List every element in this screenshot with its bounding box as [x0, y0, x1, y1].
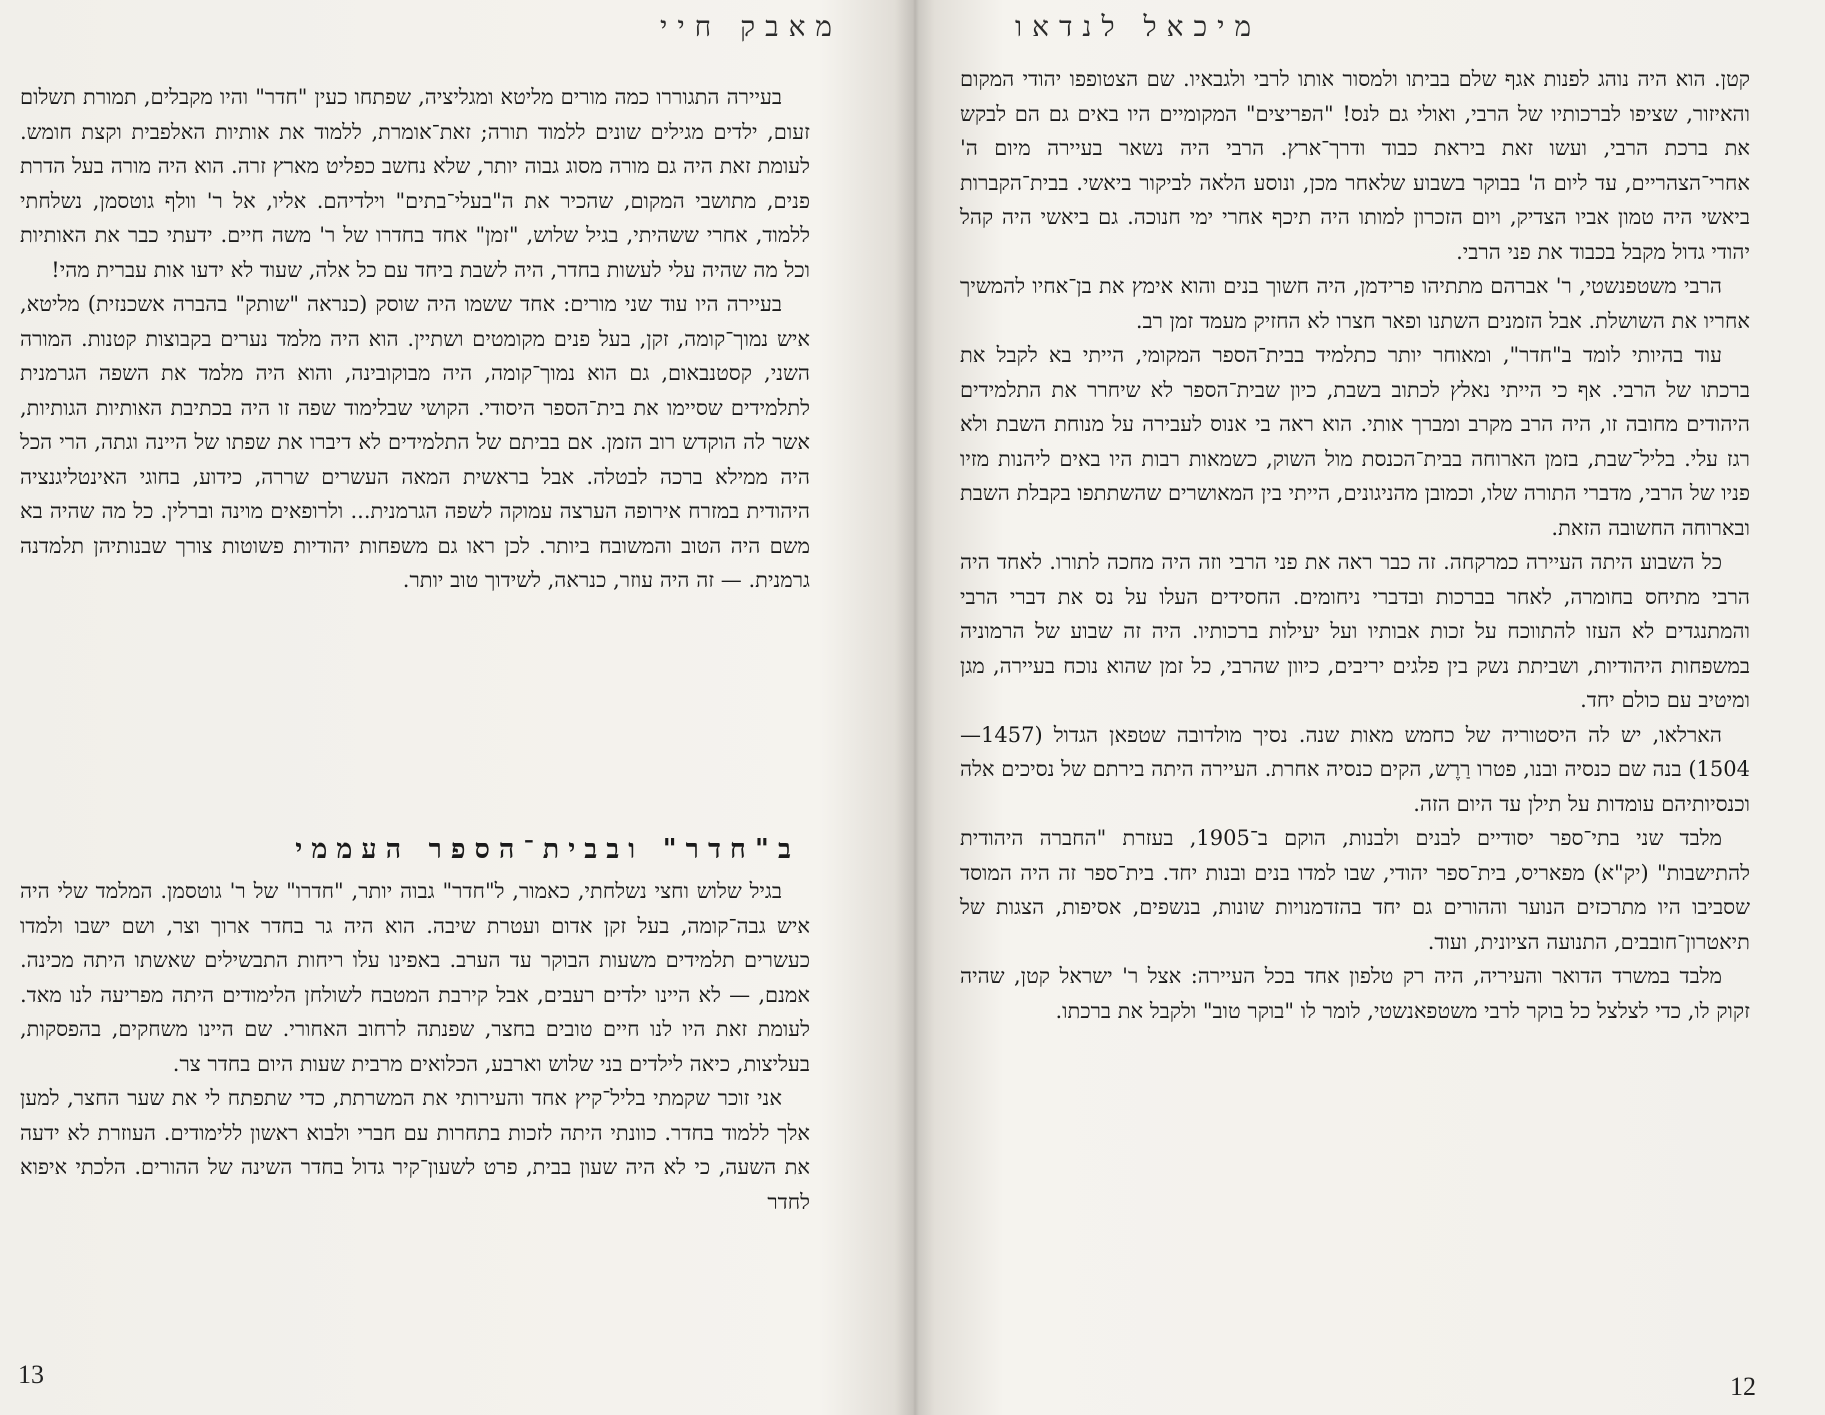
paragraph: בעיירה היו עוד שני מורים: אחד ששמו היה שוסק (כנראה "שותק" בהברה אשכנזית) מליטא, איש נמוך־קומה, זקן, בעל פנים מקומטים ושתיין. הוא היה מלמד נערים בקבוצות קטנות. המורה השני, קסטנבאום, גם הוא נמוך־קומה, היה מבוקובינה, והוא היה מלמד את השפה הגרמנית לתלמידים שסיימו את בית־הספר היסודי. הקושי שבלימוד שפה זו היה בכתיבת האותיות הגותיות, אשר לה הוקדש רוב הזמן. אם בביתם של התלמידים לא דיברו את שפתו של היינה וגתה, הרי הכל היה ממילא ברכה לבטלה. אבל בראשית המאה העשרים שררה, כידוע, בחוגי האינטליגנציה היהודית במזרח אירופה הערצה עמוקה לשפה הגרמנית... ולרופאים מוינה וברלין. כל מה שהיה בא משם היה הטוב והמשובח ביותר. לכן ראו גם משפחות יהודיות פשוטות צורך שבנותיהן תלמדנה גרמנית. — זה היה עוזר, כנראה, לשידוך טוב יותר. — [20, 292, 810, 592]
paragraph: הארלאו, יש לה היסטוריה של כחמש מאות שנה. נסיך מולדובה שטפאן הגדול (1457—1504) בנה שם כנסיה ובנו, פטרו רַרֶש, הקים כנסיה אחרת. העיירה היתה בירתם של נסיכים אלה וכנסיותיהם עומדות על תילן עד היום הזה. — [960, 722, 1750, 816]
section-heading: ב"חדר" ובבית־הספר העממי — [295, 834, 800, 865]
paragraph: אני זוכר שקמתי בליל־קיץ אחד והעירותי את המשרתת, כדי שתפתח לי את שער החצר, למען אלך ללמוד בחדר. כוונתי היתה לזכות בתחרות עם חברי ולבוא ראשון ללימודים. העוזרת לא ידעה את השעה, כי לא היה שעון בבית, פרט לשעון־קיר גדול בחדר השינה של ההורים. הלכתי איפוא לחדר — [20, 1086, 810, 1214]
paragraph: מלבד שני בתי־ספר יסודיים לבנים ולבנות, הוקם ב־1905, בעזרת "החברה היהודית להתישבות" (יק"א) מפאריס, בית־ספר יהודי, שבו למדו בנים ובנות יחד. בית־ספר זה היה המוסד שסביבו היו מתרכזים הנוער וההורים גם יחד בהזדמנויות שונות, בנשפים, אסיפות, הצגות של תיאטרון־חובבים, התנועה הציונית, ועוד. — [960, 826, 1750, 954]
left-page-text-top — [20, 80, 810, 598]
left-page — [0, 0, 905, 1415]
left-page-text-bottom — [20, 874, 810, 1219]
paragraph: בעיירה התגוררו כמה מורים מליטא ומגליציה, שפתחו כעין "חדר" והיו מקבלים, תמורת תשלום זעום, ילדים מגילים שונים ללמוד תורה; זאת־אומרת, ללמוד את אותיות האלפבית וקצת חומש. לעומת זאת היה גם מורה מסוג גבוה יותר, שלא נחשב כפליט מארץ זרה. הוא היה מורה בעל הדרת פנים, מתושבי המקום, שהכיר את ה"בעלי־בתים" וילדיהם. אליו, אל ר' וולף גוטסמן, נשלחתי ללמוד, אחרי ששהיתי, בגיל שלוש, "זמן" אחד בחדרו של ר' משה חיים. ידעתי כבר את האותיות וכל מה שהיה עלי לעשות בחדר, היה לשבת ביחד עם כל אלה, שעוד לא ידעו אות עברית מהי! — [20, 85, 810, 282]
right-page-text — [960, 62, 1750, 1028]
right-page — [920, 0, 1825, 1415]
paragraph: כל השבוע היתה העיירה כמרקחה. זה כבר ראה את פני הרבי וזה היה מחכה לתורו. לאחד היה הרבי מתיחס בחומרה, לאחר בברכות ובדברי ניחומים. החסידים העלו על נס את דברי הרבי והמתנגדים לא העזו להתווכח על זכות אבותיו ועל יעילות ברכותיו. היה זה שבוע של הרמוניה במשפחות היהודיות, ושביתת נשק בין פלגים יריבים, כיוון שהרבי, כל זמן שהוא נוכח בעיירה, מגן ומיטיב עם כולם יחד. — [960, 550, 1750, 712]
paragraph: בגיל שלוש וחצי נשלחתי, כאמור, ל"חדר" גבוה יותר, "חדרו" של ר' גוטסמן. המלמד שלי היה איש גבה־קומה, בעל זקן אדום ועטרת שיבה. הוא היה גר בחדר ארוך וצר, ושם ישבו ולמדו כעשרים תלמידים משעות הבוקר עד הערב. באפינו עלו ריחות התבשילים שאשתו היתה מכינה. אמנם, — לא היינו ילדים רעבים, אבל קירבת המטבח לשולחן הלימודים היתה מפריעה לנו מאד. לעומת זאת היו לנו חיים טובים בחצר, שפנתה לרחוב האחורי. שם היינו משחקים, בהפסקות, בעליצות, כיאה לילדים בני שלוש וארבע, הכלואים מרבית שעות היום בחדר צר. — [20, 879, 810, 1076]
paragraph: הרבי משטפנשטי, ר' אברהם מתתיהו פרידמן, היה חשוך בנים והוא אימץ את בן־אחיו להמשיך אחריו את השושלת. אבל הזמנים השתנו ופאר חצרו לא החזיק מעמד זמן רב. — [960, 274, 1750, 333]
paragraph: קטן. הוא היה נוהג לפנות אגף שלם בביתו ולמסור אותו לרבי ולגבאיו. שם הצטופפו יהודי המקום והאיזור, שציפו לברכותיו של הרבי, ואולי גם לנס! "הפריצים" המקומיים היו באים גם הם לבקש את ברכת הרבי, ועשו זאת ביראת כבוד ודרך־ארץ. הרבי היה נשאר בעיירה מיום ה' אחרי־הצהריים, עד ליום ה' בבוקר בשבוע שלאחר מכן, ונוסע הלאה לביקור ביאשי. בבית־הקברות ביאשי היה טמון אביו הצדיק, ויום הזכרון למותו היה תיכף אחרי ימי חנוכה. גם ביאשי היה קהל יהודי גדול מקבל בכבוד את פני הרבי. — [960, 67, 1750, 264]
running-head-left: מאבק חיי — [660, 10, 843, 43]
paragraph: מלבד במשרד הדואר והעיריה, היה רק טלפון אחד בכל העיירה: אצל ר' ישראל קטן, שהיה זקוק לו, כדי לצלצל כל בוקר לרבי משטפאנשטי, לומר לו "בוקר טוב" ולקבל את ברכתו. — [960, 964, 1750, 1023]
running-head-right: מיכאל לנדאו — [1015, 10, 1262, 43]
page-number-right: 12 — [1730, 1372, 1756, 1401]
paragraph: עוד בהיותי לומד ב"חדר", ומאוחר יותר כתלמיד בבית־הספר המקומי, הייתי בא לקבל את ברכתו של הרבי. אף כי הייתי נאלץ לכתוב בשבת, כיון שבית־הספר לא שיחרר את התלמידים היהודים מחובה זו, היה הרב מקרב ומברך אותי. הוא ראה בי אנוס לעבירה על מנוחת השבת ולא רגז עלי. בליל־שבת, בזמן הארוחה בבית־הכנסת מול השוק, כשמאות רבות היו באים ליהנות מזיו פניו של הרבי, מדברי התורה שלו, וכמובן מהניגונים, הייתי בין המאושרים שהשתתפו בקבלת השבת ובארוחה החשובה הזאת. — [960, 343, 1750, 540]
page-number-left: 13 — [18, 1360, 44, 1389]
